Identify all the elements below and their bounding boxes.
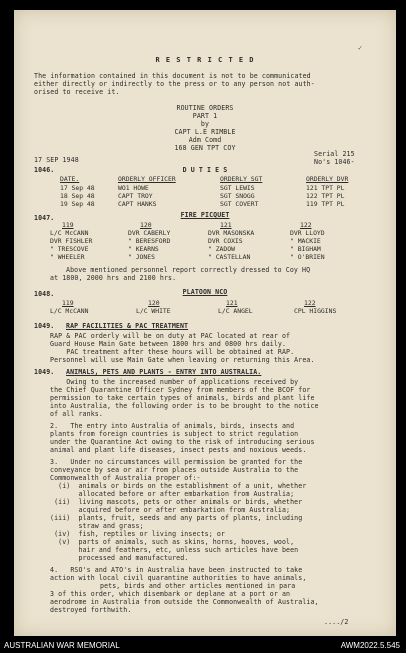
animals-p3-line: (i) animals or birds on the establishment of a unit, whether (50, 482, 307, 490)
animals-p4-line: pets, birds and other articles mentioned in para (100, 582, 296, 590)
animals-p3-line: acquired before or after embarkation from Australia; (50, 506, 291, 514)
animals-p1-line: of all ranks. (50, 410, 103, 418)
animals-p3-line: (iii) plants, fruit, seeds and any parts of plants, including (50, 514, 303, 522)
section-title-rap: RAP FACILITIES & PAC TREATMENT (66, 322, 189, 330)
animals-p3-line: straw and grass; (50, 522, 144, 530)
animals-p3-line: allocated before or after embarkation from Australia; (50, 490, 295, 498)
fire-header: 120 (140, 221, 152, 229)
fire-cell: " BIGHAM (290, 245, 321, 253)
fire-cell: " CASTELLAN (208, 253, 251, 261)
animals-p3-line: (v) parts of animals, such as skins, horns, hooves, wool, (50, 538, 295, 546)
orders-role: Adm Comd (188, 136, 222, 144)
duties-cell: WO1 HOWE (118, 184, 149, 192)
fire-cell: " ZADOW (208, 245, 235, 253)
orders-nos: No's 1046- (314, 158, 355, 166)
animals-p1-line: into Australia, the following order is to be brought to the notice (50, 402, 319, 410)
duties-cell: 17 Sep 48 (60, 184, 95, 192)
rap-body-line: Personnel will use Main Gate when leaving or returning this Area. (50, 356, 315, 364)
fire-header: 122 (300, 221, 312, 229)
animals-p3-line: (ii) living mascots, pets or other animals or birds, whether (50, 498, 303, 506)
footer-reference: AWM2022.5.545 (340, 641, 400, 650)
duties-cell: CAPT TROY (118, 192, 153, 200)
classification-marking: R E S T R I C T E D (155, 56, 255, 64)
archive-footer (0, 640, 406, 653)
fire-cell: " BERESFORD (128, 237, 171, 245)
fire-cell: " MACKIE (290, 237, 321, 245)
fire-note-line: at 1800, 2000 hrs and 2100 hrs. (50, 274, 177, 282)
section-number: 1049. (34, 322, 55, 330)
duties-cell: 119 TPT PL (306, 200, 345, 208)
animals-p2-line: plants from foreign countries is subject to strict regulation (50, 430, 299, 438)
orders-title: ROUTINE ORDERS (176, 104, 234, 112)
notice-line: orised to receive it. (34, 88, 120, 96)
animals-p4-line: 3 of this order, which disembark or deplane at a port or an (50, 590, 291, 598)
section-number: 1046. (34, 166, 55, 174)
duties-header: DATE. (60, 175, 80, 183)
rap-body-line: RAP & PAC orderly will be on duty at PAC located at rear of (50, 332, 291, 340)
duties-cell: SGT COVERT (220, 200, 259, 208)
orders-unit: 168 GEN TPT COY (174, 144, 236, 152)
section-title-animals: ANIMALS, PETS AND PLANTS - ENTRY INTO AUSTRALIA. (66, 368, 262, 376)
section-number: 1047. (34, 214, 55, 222)
orders-part: PART 1 (192, 112, 218, 120)
fire-cell: DVR COXIS (208, 237, 243, 245)
duties-cell: SGT LEWIS (220, 184, 255, 192)
animals-p1-line: permission to take certain types of animals, birds and plant life (50, 394, 315, 402)
fire-cell: DVR LLOYD (290, 229, 325, 237)
section-title-duties: D U T I E S (182, 166, 228, 174)
notice-line: either directly or indirectly to the press or to any person not auth- (34, 80, 315, 88)
duties-cell: CAPT HANKS (118, 200, 157, 208)
duties-header: ORDERLY OFFICER (118, 175, 176, 183)
fire-cell: " KEARNS (128, 245, 159, 253)
duties-cell: 122 TPT PL (306, 192, 345, 200)
fire-cell: " O'BRIEN (290, 253, 325, 261)
fire-cell: DVR CABERLY (128, 229, 171, 237)
orders-officer: CAPT L.E RIMBLE (174, 128, 236, 136)
animals-p4-line: action with local civil quarantine authorities to have animals, (50, 574, 307, 582)
platoon-cell: L/C WHITE (136, 307, 171, 315)
continuation-marker: ..../2 (324, 618, 349, 626)
animals-p2-line: 2. The entry into Australia of animals, birds, insects and (50, 422, 295, 430)
animals-p1-line: the Chief Quarantine Officer Sydney from members of the BCOF for (50, 386, 311, 394)
fire-note-line: Above mentioned personnel report correctly dressed to Coy HQ (66, 266, 311, 274)
animals-p3-line: processed and manufactured. (50, 554, 189, 562)
platoon-header: 119 (62, 299, 74, 307)
fire-header: 121 (220, 221, 232, 229)
notice-line: The information contained in this document is not to be communicated (34, 72, 311, 80)
rap-body-line: Guard House Main Gate between 1800 hrs and 0800 hrs daily. (50, 340, 287, 348)
footer-source: AUSTRALIAN WAR MEMORIAL (4, 641, 120, 650)
fire-cell: DVR FISHLER (50, 237, 93, 245)
document-page (14, 10, 396, 636)
section-number: 1049. (34, 368, 55, 376)
fire-header: 119 (62, 221, 74, 229)
animals-p2-line: animal and plant life diseases, insect pests and noxious weeds. (50, 446, 307, 454)
rap-body-line: PAC treatment after these hours will be obtained at RAP. (50, 348, 295, 356)
animals-p2-line: under the Quarantine Act owing to the risk of introducing serious (50, 438, 315, 446)
platoon-cell: CPL HIGGINS (294, 307, 337, 315)
duties-header: ORDERLY DVR (306, 175, 349, 183)
platoon-header: 120 (148, 299, 160, 307)
duties-cell: 121 TPT PL (306, 184, 345, 192)
duties-header: ORDERLY SGT (220, 175, 263, 183)
animals-p3-line: 3. Under no circumstances will permission be granted for the (50, 458, 303, 466)
section-title-platoon-nco: PLATOON NCO (182, 288, 228, 296)
animals-p1-line: Owing to the increased number of applications received by (50, 378, 299, 386)
platoon-cell: L/C McCANN (50, 307, 89, 315)
duties-cell: 18 Sep 48 (60, 192, 95, 200)
platoon-header: 122 (304, 299, 316, 307)
fire-cell: DVR MASONSKA (208, 229, 255, 237)
animals-p3-line: conveyance by sea or air from places outside Australia to the (50, 466, 299, 474)
fire-cell: " WHEELER (50, 253, 85, 261)
pen-mark: ✓ (358, 44, 363, 52)
section-title-fire-picquet: FIRE PICQUET (180, 211, 230, 219)
platoon-cell: L/C ANGEL (218, 307, 253, 315)
fire-cell: " JONES (128, 253, 155, 261)
duties-cell: SGT SNOGG (220, 192, 255, 200)
fire-cell: L/C McCANN (50, 229, 89, 237)
orders-date: 17 SEP 1948 (34, 156, 79, 164)
animals-p4-line: aerodrome in Australia from outside the Commonwealth of Australia, (50, 598, 319, 606)
animals-p3-line: (iv) fish, reptiles or living insects; or (50, 530, 225, 538)
platoon-header: 121 (226, 299, 238, 307)
animals-p4-line: destroyed forthwith. (50, 606, 132, 614)
section-number: 1048. (34, 290, 55, 298)
orders-by: by (200, 120, 210, 128)
duties-cell: 19 Sep 48 (60, 200, 95, 208)
orders-serial: Serial 215 (314, 150, 355, 158)
animals-p3-line: Commonwealth of Australia proper of:- (50, 474, 201, 482)
fire-cell: " TRESCOVE (50, 245, 89, 253)
animals-p4-line: 4. RSO's and ATO's in Australia have been instructed to take (50, 566, 303, 574)
animals-p3-line: hair and feathers, etc, unless such articles have been (50, 546, 299, 554)
